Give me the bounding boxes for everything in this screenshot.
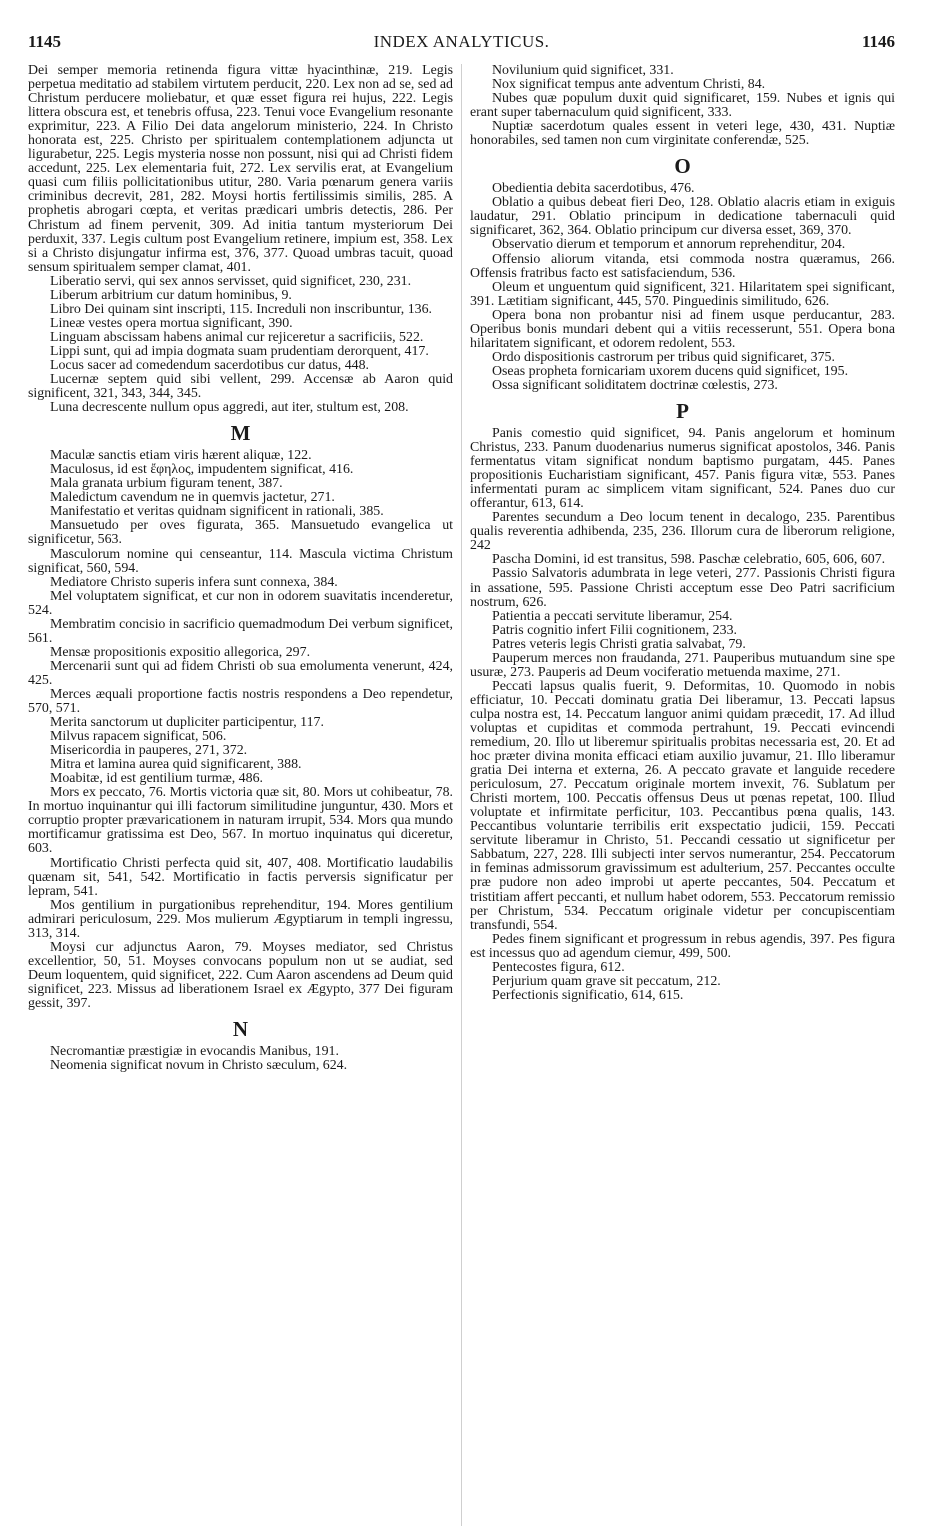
index-entry: Opera bona non probantur nisi ad finem usque perducantur, 283. Operibus bonis mundari debent qui a vitiis recesserunt, 551. Opera bona hilaritatem significant, et odorem redolent, 553. (470, 307, 895, 351)
index-entry: Pedes finem significant et progressum in rebus agendis, 397. Pes figura est incessus quo ad agendum ciemur, 499, 500. (470, 931, 895, 961)
index-entry: Oseas propheta fornicariam uxorem ducens quid significet, 195. (492, 363, 849, 379)
page-header (28, 32, 895, 56)
index-entry: Necromantiæ præstigiæ in evocandis Manibus, 191. (50, 1044, 339, 1060)
running-title: INDEX ANALYTICUS. (373, 32, 550, 51)
index-entry: Linguam abscissam habens animal cur rejiceretur a sacrificiis, 522. (50, 329, 424, 345)
index-entry: Maledictum cavendum ne in quemvis jactetur, 271. (50, 490, 335, 506)
index-entry: Oleum et unguentum quid significent, 321. Hilaritatem spei significant, 391. Lætitiam significant, 445, 570. Pinguedinis similitudo, 626. (470, 279, 895, 309)
page-number-right: 1146 (861, 32, 895, 51)
section-letter: O (674, 154, 691, 179)
index-entry: Liberum arbitrium cur datum hominibus, 9. (50, 287, 292, 303)
index-entry: Dei semper memoria retinenda figura vittæ hyacinthinæ, 219. Legis perpetua meditatio ad stabilem virtutem perducit, 220. Lex non ad se, sed ad Christum perducere moliebatur, et quæ esset figura rei hujus, 222. Legis littera obscura est, et tenebris offusa, 223. Tenui voce Evangelium resonante exprimitur, 223. A Filio Dei data angelorum ministerio, 224. In Christo honorata est, 225. Christo per spiritualem contemplationem adjuncta ut ligurabetur, 225. Legis mysteria nosse non possunt, nisi qui ad Christi fidem accedunt, 225. Lex elementaria fuit, 272. Lex servilis erat, at Evangelium quasi cum filiis pollicitationibus utitur, 280. Varia pœnarum genera variis criminibus decrevit, 281, 282. Moysi hortis fertilissimis similis, 285. A prophetis abrogari cœpta, et veritas prædicari umbris detectis, 286. Per Christum ad finem pervenit, 309. Ad initia tantum mysteriorum Dei perduxit, 337. Legis cultum post Evangelium retinere, impium est, 358. Lex si a Christo disjungatur infirma est, 376, 377. Quoad umbras tacuit, quoad sensum spiritualem semper clamat, 401. (28, 64, 453, 275)
index-entry: Locus sacer ad comedendum sacerdotibus cur datus, 448. (50, 357, 369, 373)
index-entry: Mortificatio Christi perfecta quid sit, 407, 408. Mortificatio laudabilis quænam sit, 541, 542. Mortificatio in factis perversis significatur per lepram, 541. (28, 855, 453, 899)
index-entry: Manifestatio et veritas quidnam significent in rationali, 385. (50, 504, 384, 520)
index-entry: Pentecostes figura, 612. (492, 959, 625, 975)
index-entry: Moabitæ, id est gentilium turmæ, 486. (50, 771, 263, 787)
index-entry: Ossa significant soliditatem doctrinæ cœlestis, 273. (492, 377, 778, 393)
index-entry: Patientia a peccati servitute liberamur, 254. (492, 608, 733, 624)
section-letter: P (676, 398, 689, 423)
index-entry: Observatio dierum et temporum et annorum reprehenditur, 204. (492, 237, 846, 253)
index-entry: Mos gentilium in purgationibus reprehenditur, 194. Mores gentilium admirari periculosum, 229. Mos mulierum Ægyptiarum in templi ingressu, 313, 314. (28, 897, 453, 941)
index-entry: Mel voluptatem significat, et cur non in odorem suavitatis incenderetur, 524. (28, 588, 453, 618)
index-entry: Offensio aliorum vitanda, etsi commoda nostra quæramus, 266. Offensis fratribus facto est satisfaciendum, 536. (470, 251, 895, 281)
index-entry: Passio Salvatoris adumbrata in lege veteri, 277. Passionis Christi figura in assatione, 595. Passione Christi acceptum esse Deo Patri sacrificium nostrum, 626. (470, 566, 895, 610)
index-entry: Lucernæ septem quid sibi vellent, 299. Accensæ ab Aaron quid significent, 321, 343, 344, 345. (28, 372, 453, 402)
index-entry: Luna decrescente nullum opus aggredi, aut iter, stultum est, 208. (50, 400, 409, 416)
index-entry: Merita sanctorum ut dupliciter participentur, 117. (50, 715, 324, 731)
index-entry: Obedientia debita sacerdotibus, 476. (492, 181, 695, 197)
index-entry: Moysi cur adjunctus Aaron, 79. Moyses mediator, sed Christus excellentior, 50, 51. Moyses convocans populum non ut se audiat, sed Deum loquentem, quid significet, 222. Cum Aaron ascendens ad Deum quid significet, 223. Missus ad liberationem Israel ex Ægypto, 377 Dei figuram gessit, 397. (28, 939, 453, 1011)
index-entry: Membratim concisio in sacrificio quemadmodum Dei verbum significet, 561. (28, 616, 453, 646)
index-entry: Mensæ propositionis expositio allegorica, 297. (50, 644, 311, 660)
index-entry: Mansuetudo per oves figurata, 365. Mansuetudo evangelica ut significetur, 563. (28, 518, 453, 548)
index-entry: Nox significat tempus ante adventum Christi, 84. (492, 77, 766, 93)
index-entry: Perfectionis significatio, 614, 615. (492, 987, 684, 1003)
index-entry: Peccati lapsus qualis fuerit, 9. Deformitas, 10. Quomodo in nobis efficiatur, 10. Peccati dominatu gratia Dei liberamur, 13. Peccati lapsus culpa nostra est, 14. Peccatum languor animi quidam præcedit, 17. Ad illud voluptas et cupiditas et commoda pertrahunt, 19. Peccati evincendi remedium, 20. Illo ut liberemur spiritualis probitas necessaria est, 20. Et ad hoc præter divina monita efficaci etiam auxilio juvamur, 21. Illo liberamur gratia Dei interna et externa, 26. A peccato gravate et languide recedere periculosum, 27. Peccatum originale mortem invexit, 76. Sublatum per Christi mortem, 100. Peccatis offensus Deus ut pœnas repetat, 100. Illud voluptate et infirmitate perficitur, 103. Peccantibus pœna qualis, 143. Peccantibus voluntarie terribilis erit exspectatio judicii, 159. Peccati servitute liberamur in Christo, 51. Peccandi cessatio ut significetur per Sabbatum, 227, 228. Illi subjecti inter servos numerantur, 254. Peccatorum in feminas admissorum gravissimum est adulterium, 257. Peccantes occulte præ pudore non adeo improbi ut aperte peccantes, 504. Peccatum et tristitiam affert peccanti, et nullum habet odorem, 553. Peccatorum remissio per Christum, 534. Peccatum originale videtur per concupiscentiam transfundi, 554. (470, 678, 895, 933)
index-entry: Pascha Domini, id est transitus, 598. Paschæ celebratio, 605, 606, 607. (492, 552, 886, 568)
index-entry: Mitra et lamina aurea quid significarent, 388. (50, 757, 302, 773)
index-entry: Parentes secundum a Deo locum tenent in decalogo, 235. Parentibus qualis reverentia adhibenda, 235, 236. Illorum cura de liberorum religione, 242 (470, 510, 895, 554)
index-entry: Libro Dei quinam sint inscripti, 115. Increduli non inscribuntur, 136. (50, 301, 433, 317)
index-entry: Lippi sunt, qui ad impia dogmata suam prudentiam derorquent, 417. (50, 343, 429, 359)
right-column (470, 64, 895, 1526)
index-entry: Mediatore Christo superis infera sunt connexa, 384. (50, 574, 338, 590)
index-entry: Ordo dispositionis castrorum per tribus quid significaret, 375. (492, 349, 835, 365)
index-entry: Patres veteris legis Christi gratia salvabat, 79. (492, 636, 746, 652)
index-entry: Novilunium quid significet, 331. (492, 64, 674, 78)
index-entry: Liberatio servi, qui sex annos servisset, quid significet, 230, 231. (50, 273, 412, 289)
index-entry: Lineæ vestes opera mortua significant, 390. (50, 315, 293, 331)
index-entry: Masculorum nomine qui censeantur, 114. Mascula victima Christum significat, 560, 594. (28, 546, 453, 576)
index-entry: Neomenia significat novum in Christo sæculum, 624. (50, 1058, 348, 1074)
section-letter: M (230, 421, 251, 446)
index-entry: Maculæ sanctis etiam viris hærent aliquæ, 122. (50, 448, 312, 464)
index-entry: Milvus rapacem significat, 506. (50, 729, 227, 745)
column-divider (461, 64, 462, 1526)
index-entry: Nubes quæ populum duxit quid significaret, 159. Nubes et ignis qui erant super tabernaculum quid significent, 333. (470, 91, 895, 121)
index-entry: Merces æquali proportione factis nostris respondens a Deo rependetur, 570, 571. (28, 686, 453, 717)
page-number-left: 1145 (28, 32, 62, 51)
index-entry: Nuptiæ sacerdotum quales essent in veteri lege, 430, 431. Nuptiæ honorabiles, sed tamen non cum virginitate conferendæ, 525. (470, 119, 895, 149)
index-entry: Pauperum merces non fraudanda, 271. Pauperibus mutuandum sine spe usuræ, 273. Pauperis ad Deum vociferatio metuenda maxime, 271. (470, 650, 895, 680)
index-entry: Mors ex peccato, 76. Mortis victoria quæ sit, 80. Mors ut cohibeatur, 78. In mortuo inquinantur qui illi factorum similitudine junguntur, 430. Mors et corruptio propter prævaricationem in naturam irrupit, 534. Mors qua mundo mortificamur gratissima est Deo, 567. In mortuo inquinatus qui diceretur, 603. (28, 785, 453, 857)
left-column (28, 64, 453, 1526)
index-entry: Patris cognitio infert Filii cognitionem, 233. (492, 622, 737, 638)
index-entry: Mercenarii sunt qui ad fidem Christi ob sua emolumenta venerunt, 424, 425. (28, 658, 453, 688)
index-entry: Maculosus, id est ἔφηλος, impudentem significat, 416. (50, 462, 354, 478)
index-entry: Oblatio a quibus debeat fieri Deo, 128. Oblatio alacris etiam in exiguis laudatur, 291. Oblatio principum in dedicatione tabernaculi quid significaret, 362, 364. Oblatio principum cur diversa esset, 369, 370. (470, 195, 895, 239)
index-entry: Perjurium quam grave sit peccatum, 212. (492, 973, 721, 989)
section-letter: N (232, 1017, 249, 1042)
index-entry: Mala granata urbium figuram tenent, 387. (50, 476, 283, 492)
index-entry: Misericordia in pauperes, 271, 372. (50, 743, 248, 759)
index-entry: Panis comestio quid significet, 94. Panis angelorum et hominum Christus, 233. Panum duodenarius numerus significat apostolos, 346. Panis fermentatus vitam significat nondum baptismo purgatam, 445. Panes propositionis Eucharistiam significant, 457. Panis figura vitæ, 553. Panes infermentati puram ac simplicem vitam significant, 524. Panes duo cur offerantur, 613, 614. (470, 425, 895, 512)
